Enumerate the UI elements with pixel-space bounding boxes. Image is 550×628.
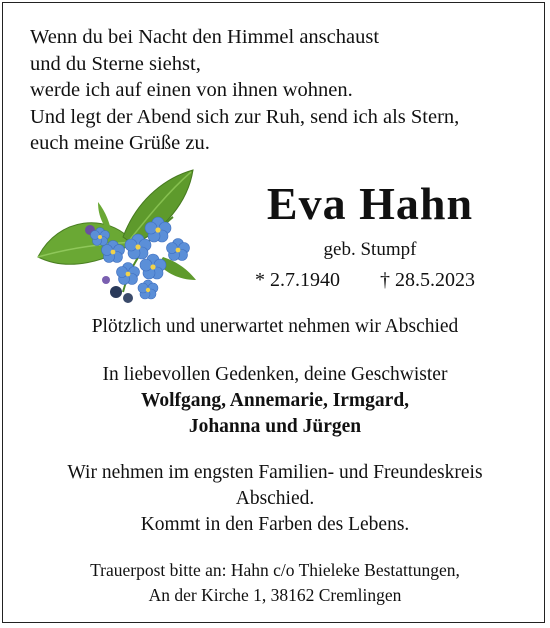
contact-line: Trauerpost bitte an: Hahn c/o Thieleke Bestattungen, — [90, 560, 460, 580]
contact-line: An der Kirche 1, 38162 Cremlingen — [148, 585, 402, 605]
notice-line: Wir nehmen im engsten Familien- und Freundeskreis — [67, 462, 483, 483]
contact-address — [0, 558, 550, 608]
poem-line: Wenn du bei Nacht den Himmel anschaust — [30, 26, 380, 48]
poem-line: und du Sterne siehst, — [30, 52, 201, 75]
birth-date: * 2.7.1940 — [255, 269, 340, 291]
notice-line: Abschied. — [235, 488, 315, 509]
notice-line: Kommt in den Farben des Lebens. — [140, 514, 410, 535]
death-date: † 28.5.2023 — [380, 269, 475, 291]
farewell-line: Plötzlich und unerwartet nehmen wir Abschied — [91, 316, 459, 337]
mourners — [0, 362, 550, 440]
deceased-name: Eva Hahn — [266, 178, 474, 229]
mourners-names-line: Wolfgang, Annemarie, Irmgard, — [140, 390, 410, 411]
notice-text — [0, 460, 550, 538]
mourners-intro: In liebevollen Gedenken, deine Geschwister — [102, 364, 448, 385]
poem-line: euch meine Grüße zu. — [30, 132, 210, 154]
mourners-names-line: Johanna und Jürgen — [188, 416, 362, 437]
poem-line: Und legt der Abend sich zur Ruh, send ich als Stern, — [30, 105, 460, 128]
farewell-text — [0, 314, 550, 340]
poem-line: werde ich auf einen von ihnen wohnen. — [30, 79, 353, 101]
poem — [30, 24, 459, 157]
maiden-name: geb. Stumpf — [323, 239, 417, 260]
forget-me-not-icon — [28, 162, 203, 312]
